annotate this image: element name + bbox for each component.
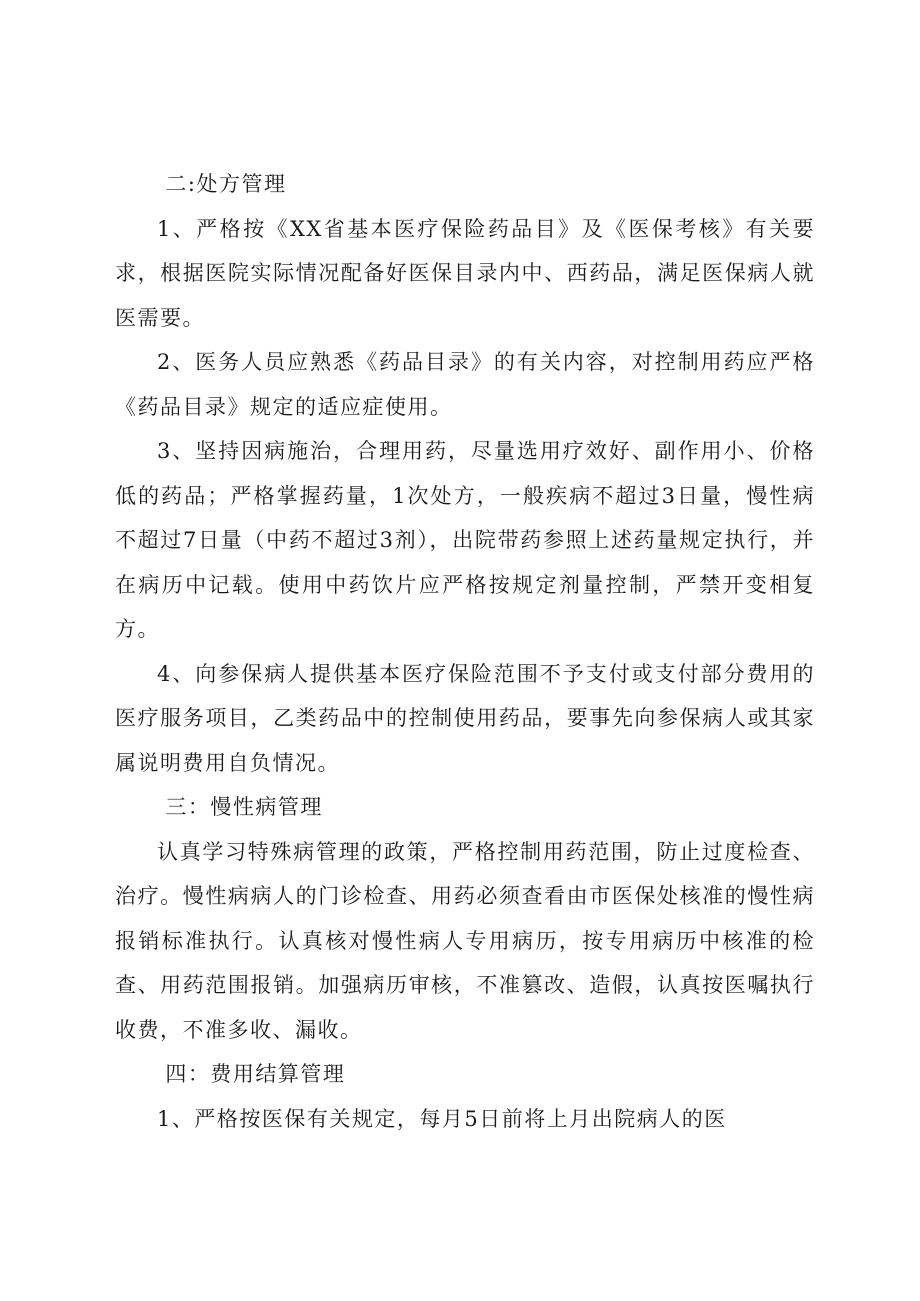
- paragraph: 3、坚持因病施治，合理用药，尽量选用疗效好、副作用小、价格低的药品；严格掌握药量，1次处方，一般疾病不超过3日量，慢性病不超过7日量（中药不超过3剂），出院带药参照上述药量规定执行，并在病历中记载。使用中药饮片应严格按规定剂量控制，严禁开变相复方。: [115, 439, 815, 641]
- section-heading-fee-settlement: 四：费用结算管理: [165, 1062, 346, 1086]
- section-heading-chronic-disease: 三：慢性病管理: [165, 795, 323, 819]
- paragraph: 1、严格按医保有关规定，每月5日前将上月出院病人的医: [157, 1106, 727, 1131]
- paragraph: 2、医务人员应熟悉《药品目录》的有关内容，对控制用药应严格《药品目录》规定的适应症使用。: [115, 350, 815, 419]
- paragraph: 4、向参保病人提供基本医疗保险范围不予支付或支付部分费用的医疗服务项目，乙类药品中的控制使用药品，要事先向参保病人或其家属说明费用自负情况。: [115, 661, 815, 775]
- section-heading-prescription: 二:处方管理: [165, 172, 287, 196]
- paragraph: 认真学习特殊病管理的政策，严格控制用药范围，防止过度检查、治疗。慢性病病人的门诊检查、用药必须查看由市医保处核准的慢性病报销标准执行。认真核对慢性病人专用病历，按专用病历中核准的检查、用药范围报销。加强病历审核，不准篡改、造假，认真按医嘱执行收费，不准多收、漏收。: [115, 839, 815, 1042]
- document-body: [115, 162, 815, 1141]
- paragraph: 1、严格按《XX省基本医疗保险药品目》及《医保考核》有关要求，根据医院实际情况配备好医保目录内中、西药品，满足医保病人就医需要。: [115, 216, 815, 330]
